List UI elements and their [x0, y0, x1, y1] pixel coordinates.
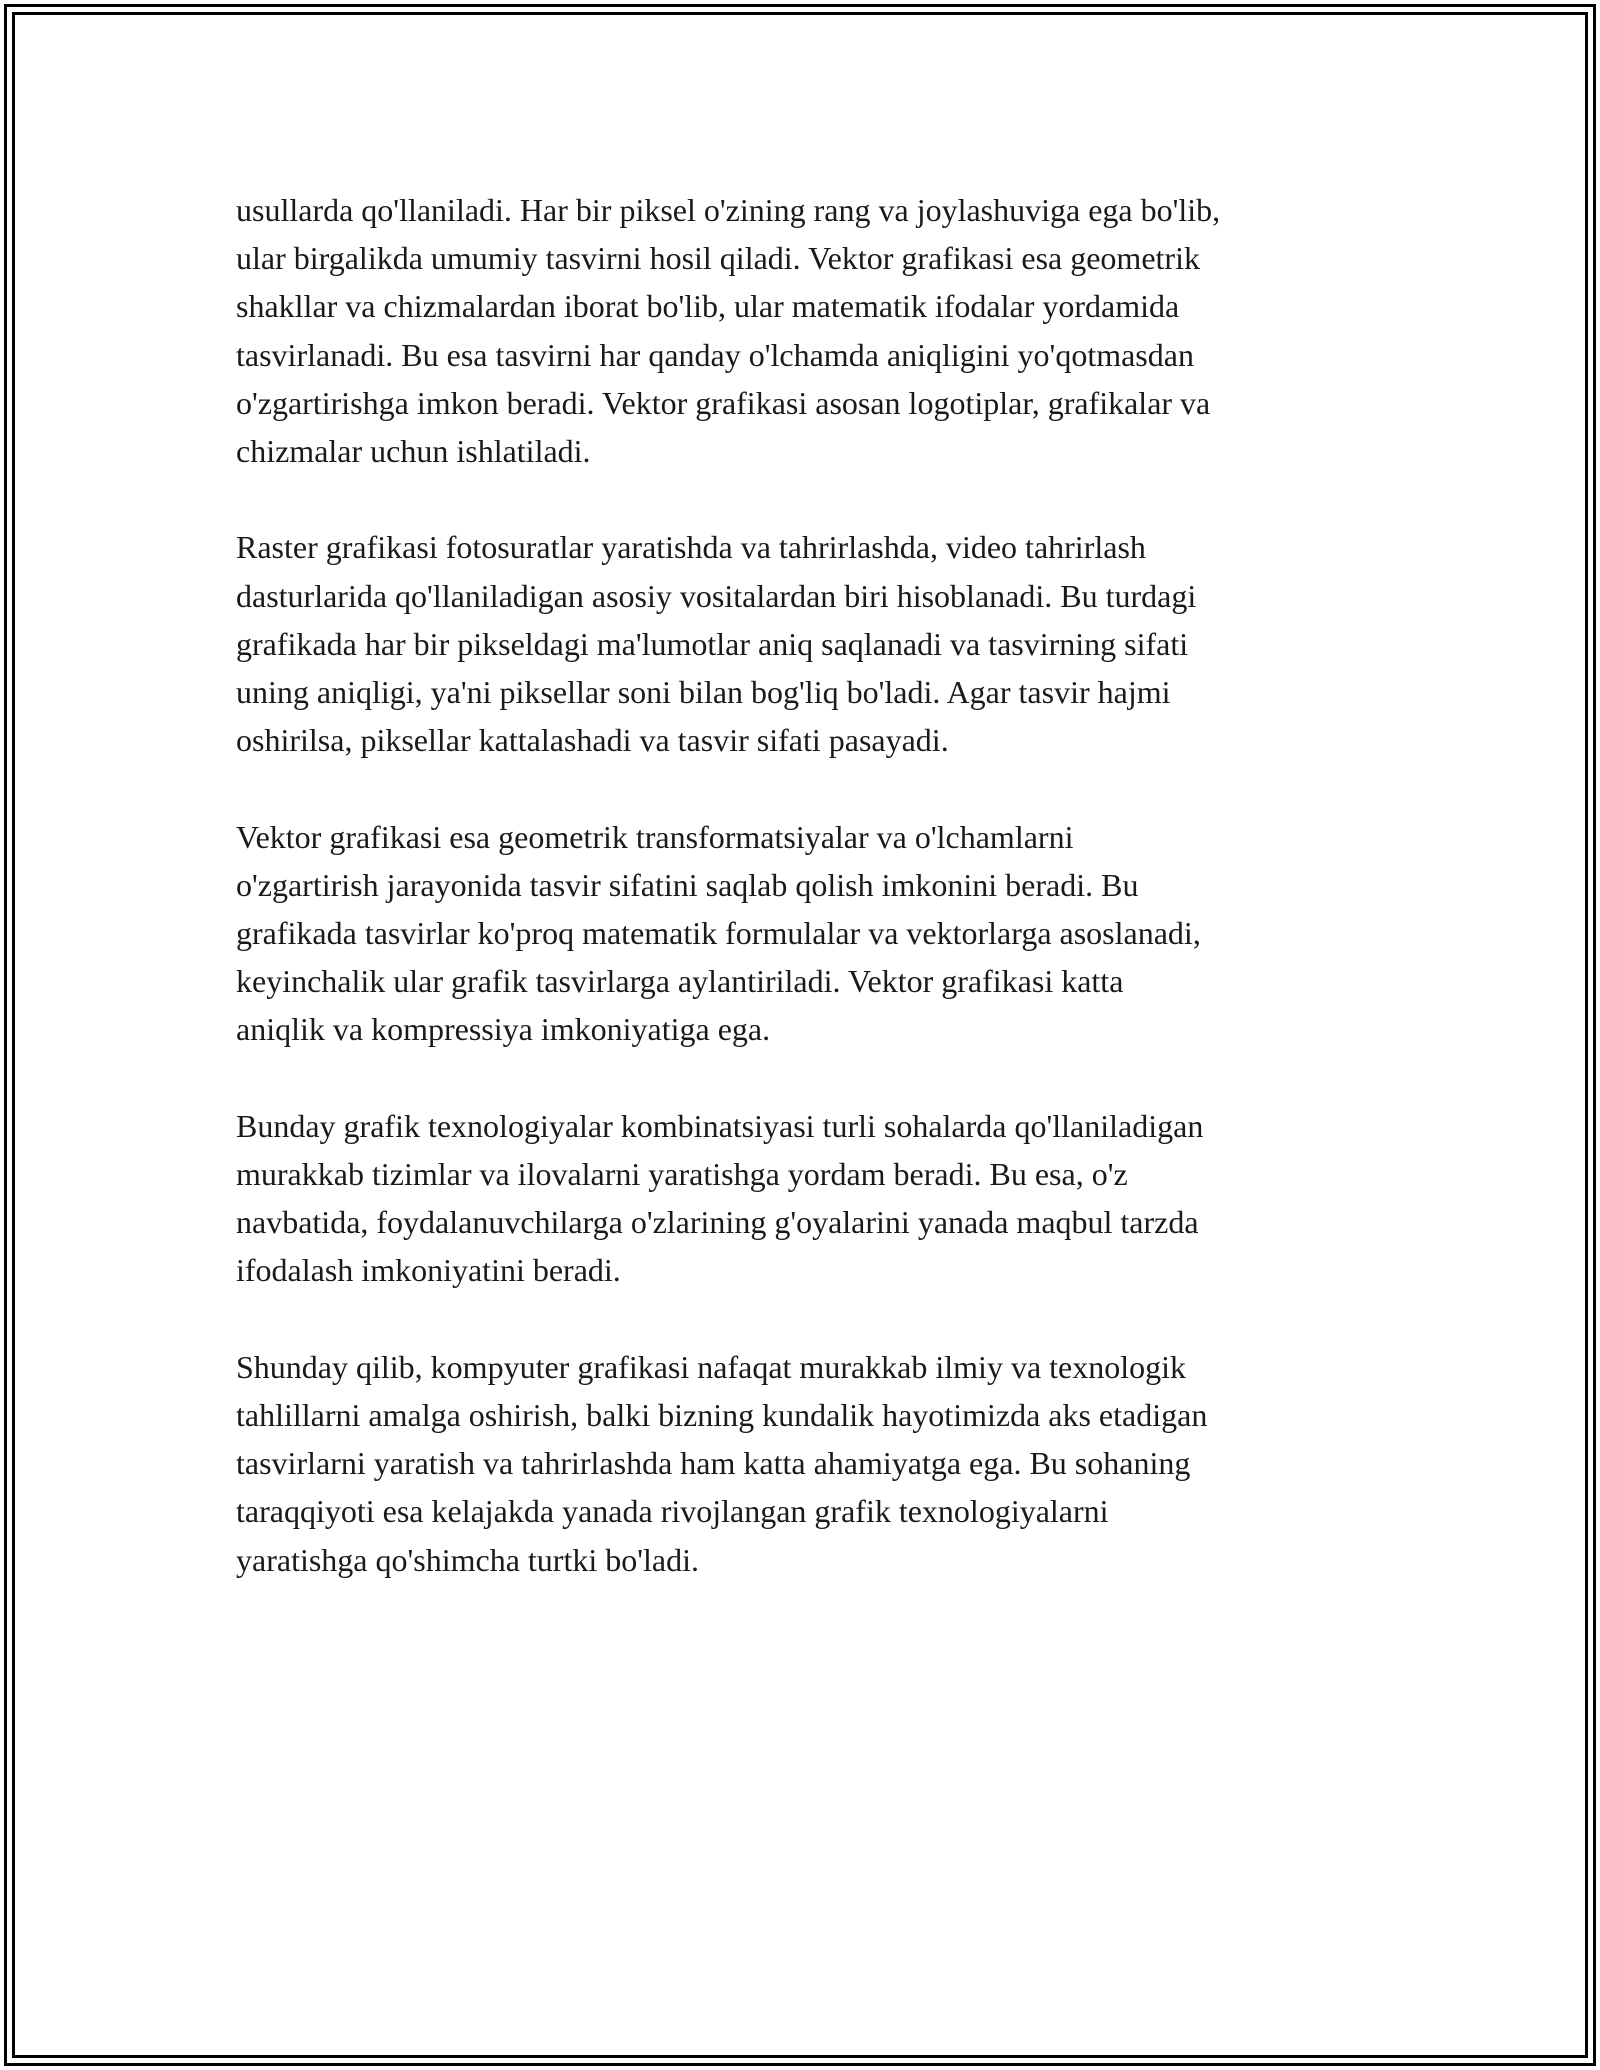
text-line: uning aniqligi, ya'ni piksellar soni bilan bog'liq bo'ladi. Agar tasvir hajmi: [236, 674, 1171, 711]
text-line: grafikada tasvirlar ko'proq matematik formulalar va vektorlarga asoslanadi,: [236, 915, 1201, 952]
text-line: chizmalar uchun ishlatiladi.: [236, 433, 591, 470]
paragraph-4: [236, 1102, 1371, 1295]
document-body: [236, 186, 1371, 1632]
text-line: murakkab tizimlar va ilovalarni yaratishga yordam beradi. Bu esa, o'z: [236, 1156, 1128, 1193]
text-line: ular birgalikda umumiy tasvirni hosil qiladi. Vektor grafikasi esa geometrik: [236, 240, 1200, 277]
text-line: taraqqiyoti esa kelajakda yanada rivojlangan grafik texnologiyalarni: [236, 1493, 1109, 1530]
paragraph-5: [236, 1343, 1371, 1584]
paragraph-3: [236, 813, 1371, 1054]
text-line: usullarda qo'llaniladi. Har bir piksel o'zining rang va joylashuviga ega bo'lib,: [236, 192, 1221, 228]
text-line: tasvirlarni yaratish va tahrirlashda ham katta ahamiyatga ega. Bu sohaning: [236, 1445, 1191, 1482]
text-line: Shunday qilib, kompyuter grafikasi nafaqat murakkab ilmiy va texnologik: [236, 1348, 1187, 1385]
text-line: o'zgartirishga imkon beradi. Vektor grafikasi asosan logotiplar, grafikalar va: [236, 384, 1211, 421]
text-line: dasturlarida qo'llaniladigan asosiy vositalardan biri hisoblanadi. Bu turdagi: [236, 577, 1197, 614]
text-line: navbatida, foydalanuvchilarga o'zlarining g'oyalarini yanada maqbul tarzda: [236, 1204, 1199, 1241]
text-line: grafikada har bir pikseldagi ma'lumotlar aniq saqlanadi va tasvirning sifati: [236, 625, 1189, 662]
text-line: yaratishga qo'shimcha turtki bo'ladi.: [236, 1541, 699, 1578]
text-line: ifodalash imkoniyatini beradi.: [236, 1252, 621, 1289]
text-line: tasvirlanadi. Bu esa tasvirni har qanday o'lchamda aniqligini yo'qotmasdan: [236, 336, 1194, 373]
text-line: shakllar va chizmalardan iborat bo'lib, ular matematik ifodalar yordamida: [236, 288, 1180, 325]
paragraph-1: [236, 186, 1371, 475]
text-line: aniqlik va kompressiya imkoniyatiga ega.: [236, 1011, 771, 1048]
text-line: o'zgartirish jarayonida tasvir sifatini saqlab qolish imkonini beradi. Bu: [236, 866, 1139, 903]
text-line: tahlillarni amalga oshirish, balki bizning kundalik hayotimizda aks etadigan: [236, 1397, 1208, 1434]
text-line: Bunday grafik texnologiyalar kombinatsiyasi turli sohalarda qo'llaniladigan: [236, 1107, 1204, 1144]
text-line: Vektor grafikasi esa geometrik transformatsiyalar va o'lchamlarni: [236, 818, 1074, 855]
text-line: keyinchalik ular grafik tasvirlarga aylantiriladi. Vektor grafikasi katta: [236, 963, 1124, 1000]
paragraph-2: [236, 523, 1371, 764]
text-line: oshirilsa, piksellar kattalashadi va tasvir sifati pasayadi.: [236, 722, 949, 759]
text-line: Raster grafikasi fotosuratlar yaratishda va tahrirlashda, video tahrirlash: [236, 529, 1146, 566]
